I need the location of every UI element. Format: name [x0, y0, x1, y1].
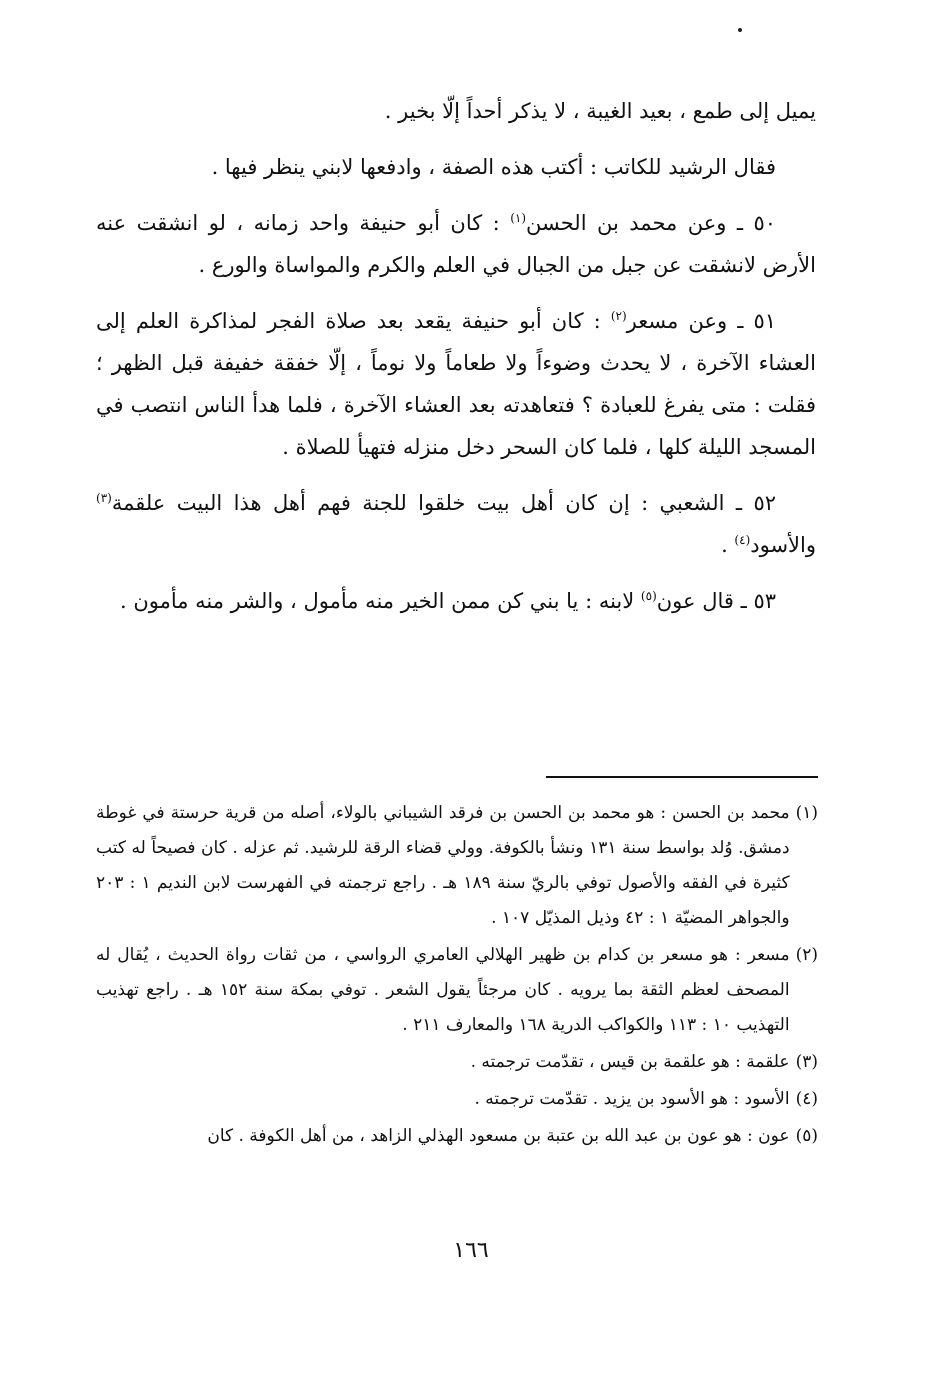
paragraph-text: والأسود [750, 533, 816, 557]
paragraph-text: . [721, 533, 735, 557]
footnote-number: (١) [795, 803, 818, 823]
footnote-text: مسعر : هو مسعر بن كدام بن ظهير الهلالي العامري الرواسي ، من ثقات رواة الحديث ، يُقال له المصحف لعظم الثقة بما يرويه . كان مرجئاً يقول الشعر . توفي بمكة سنة ١٥٢ هـ . راجع تهذيب التهذيب ١٠ : ١١٣ والكواكب الدرية ١٦٨ والمعارف ٢١١ . [96, 945, 790, 1035]
footnote-ref[interactable]: (٤) [734, 533, 751, 547]
footnote-item [96, 1082, 818, 1117]
footnote-item [96, 796, 818, 936]
footnotes [96, 796, 818, 1156]
footnote-ref[interactable]: (١) [510, 211, 527, 225]
footnote-item [96, 938, 818, 1043]
footnote-item [96, 1119, 818, 1154]
paragraph-text: ٥٢ ـ الشعبي : إن كان أهل بيت خلقوا للجنة فهم أهل هذا البيت علقمة [111, 491, 776, 515]
footnote-separator [546, 776, 818, 778]
footnote-item [96, 1045, 818, 1080]
paragraph-text: لابنه : يا بني كن ممن الخير منه مأمول ، والشر منه مأمون . [119, 589, 641, 613]
main-text [96, 90, 816, 636]
paragraph: يميل إلى طمع ، بعيد الغيبة ، لا يذكر أحداً إلّا بخير . [384, 99, 816, 123]
footnote-ref[interactable]: (٣) [96, 491, 112, 505]
margin-dot [738, 28, 742, 32]
footnote-text: الأسود : هو الأسود بن يزيد . تقدّمت ترجمته . [474, 1089, 790, 1109]
footnote-number: (٣) [795, 1052, 818, 1072]
paragraph-text: : كان أبو حنيفة يقعد بعد صلاة الفجر لمذاكرة العلم إلى العشاء الآخرة ، لا يحدث وضوءاً ولا طعاماً ولا نوماً ، إلّا خفقة خفيفة قبل الظهر ؛ فقلت : متى يفرغ للعبادة ؟ فتعاهدته بعد العشاء الآخرة ، فلما هدأ الناس انتصب في المسجد الليلة كلها ، فلما كان السحر دخل منزله فتهيأ للصلاة . [96, 309, 816, 459]
footnote-number: (٥) [795, 1126, 818, 1146]
footnote-text: عون : هو عون بن عبد الله بن عتبة بن مسعود الهذلي الزاهد ، من أهل الكوفة . كان [207, 1126, 790, 1146]
footnote-text: محمد بن الحسن : هو محمد بن الحسن بن فرقد الشيباني بالولاء، أصله من قرية حرستة في غوطة دمشق. وُلد بواسط سنة ١٣١ ونشأ بالكوفة. وولي قضاء الرقة للرشيد. ثم عزله . كان فصيحاً له كتب كثيرة في الفقه والأصول توفي بالريّ سنة ١٨٩ هـ . راجع ترجمته في الفهرست لابن النديم ١ : ٢٠٣ والجواهر المضيّة ١ : ٤٢ وذيل المذيّل ١٠٧ . [96, 803, 790, 928]
paragraph-text: ٥١ ـ وعن مسعر [626, 309, 776, 333]
page-number: ١٦٦ [453, 1238, 489, 1263]
paragraph-51 [96, 300, 816, 468]
paragraph-52 [96, 482, 816, 566]
footnote-number: (٤) [795, 1089, 818, 1109]
paragraph-text: ٥٣ ـ قال عون [656, 589, 776, 613]
paragraph-50 [96, 202, 816, 286]
paragraph-53 [96, 580, 816, 622]
paragraph: فقال الرشيد للكاتب : أكتب هذه الصفة ، وادفعها لابني ينظر فيها . [211, 155, 776, 179]
footnote-text: علقمة : هو علقمة بن قيس ، تقدّمت ترجمته . [470, 1052, 790, 1072]
footnote-ref[interactable]: (٥) [640, 589, 657, 603]
paragraph-text: : كان أبو حنيفة واحد زمانه ، لو انشقت عنه الأرض لانشقت عن جبل من الجبال في العلم والكرم والمواساة والورع . [96, 211, 816, 277]
footnote-number: (٢) [795, 945, 818, 965]
footnote-ref[interactable]: (٢) [610, 309, 627, 323]
paragraph-text: ٥٠ ـ وعن محمد بن الحسن [526, 211, 776, 235]
